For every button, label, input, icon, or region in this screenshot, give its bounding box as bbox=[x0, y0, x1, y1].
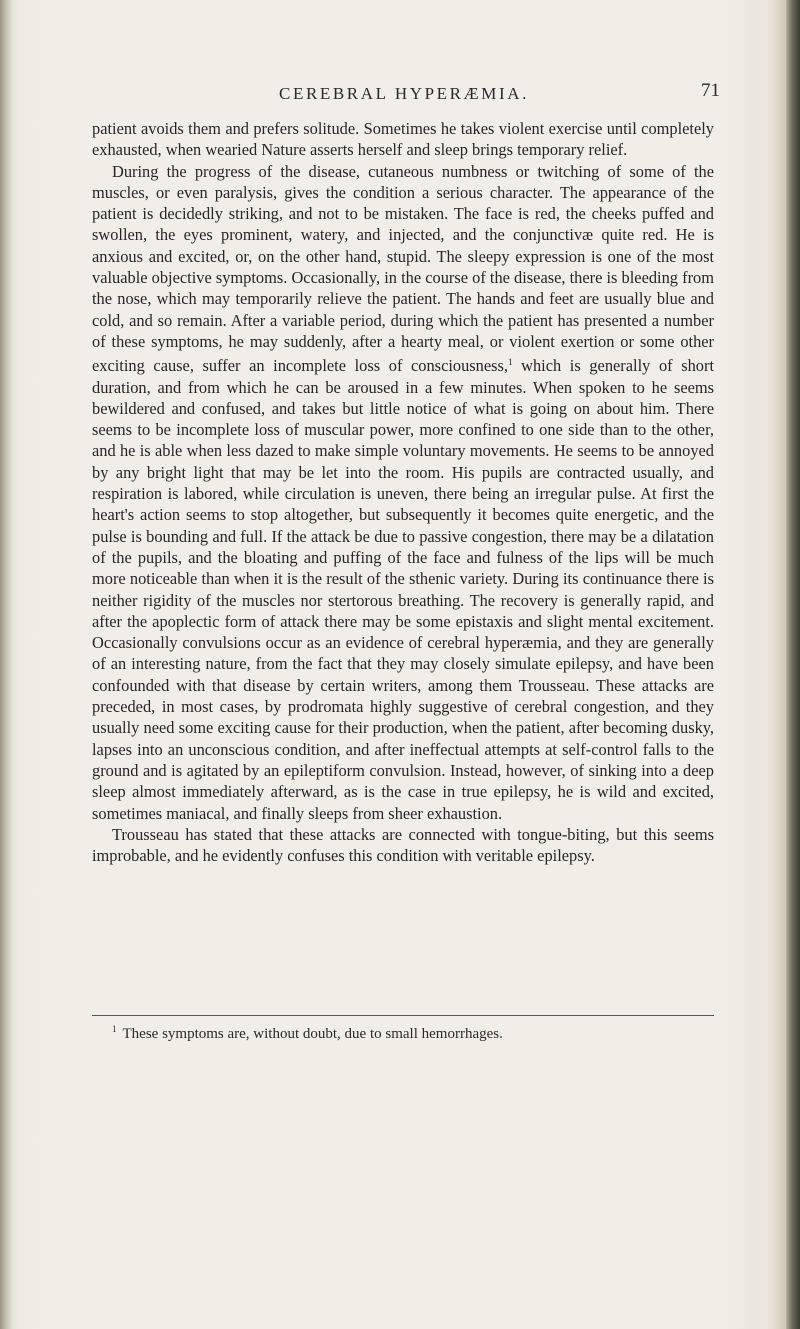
running-head bbox=[88, 80, 720, 110]
footnote-reference: 1 bbox=[508, 357, 513, 368]
footnote bbox=[112, 1020, 712, 1044]
page-binding-left bbox=[0, 0, 12, 1329]
page-binding-right bbox=[786, 0, 800, 1329]
footnote-rule bbox=[92, 1015, 714, 1016]
footnote-text: These symptoms are, without doubt, due to small hemorrhages. bbox=[122, 1026, 503, 1042]
paragraph-2 bbox=[92, 161, 714, 824]
paragraph-3: Trousseau has stated that these attacks are connected with tongue-biting, but this seems improbable, and he evidently confuses this condition with veritable epilepsy. bbox=[92, 824, 714, 866]
paragraph-1: patient avoids them and prefers solitude. Sometimes he takes violent exercise until completely exhausted, when wearied Nature asserts herself and sleep brings temporary relief. bbox=[92, 119, 714, 160]
running-title: CEREBRAL HYPERÆMIA. bbox=[279, 84, 529, 103]
paragraph-2-part-2: which is generally of short duration, and from which he can be aroused in a few minutes. When spoken to he seems bewildered and confused, and takes but little notice of what is going on about him. There seems to be incomplete loss of muscular power, more confined to one side than to the other, and he is able when less dazed to make simple voluntary movements. He seems to be annoyed by any bright light that may be let into the room. His pupils are contracted usually, and respiration is labored, while circulation is uneven, there being an irregular pulse. At first the heart's action seems to stop altogether, but subsequently it becomes quite energetic, and the pulse is bounding and full. If the attack be due to passive congestion, there may be a dilatation of the pupils, and the bloating and puffing of the face and fulness of the lips will be much more noticeable than when it is the result of the sthenic variety. During its continuance there is neither rigidity of the muscles nor stertorous breathing. The recovery is generally rapid, and after the apoplectic form of attack there may be some epistaxis and slight mental excitement. Occasionally convulsions occur as an evidence of cerebral hyperæmia, and they are generally of an interesting nature, from the fact that they may closely simulate epilepsy, and have been confounded with that disease by certain writers, among them Trousseau. These attacks are preceded, in most cases, by prodromata highly suggestive of cerebral congestion, and they usually need some exciting cause for their production, when the patient, after becoming dusky, lapses into an unconscious condition, and after ineffectual attempts at self-control falls to the ground and is agitated by an epileptiform convulsion. Instead, however, of sinking into a deep sleep almost immediately afterward, as is the case in true epilepsy, he is wild and excited, sometimes maniacal, and finally sleeps from sheer exhaustion. bbox=[92, 356, 715, 823]
footnote-marker: 1 bbox=[112, 1024, 117, 1034]
paragraph-2-part-1: During the progress of the disease, cutaneous numbness or twitching of some of the muscles, or even paralysis, gives the condition a serious character. The appearance of the patient is decidedly striking, and not to be mistaken. The face is red, the cheeks puffed and swollen, the eyes prominent, watery, and injected, and the conjunctivæ quite red. He is anxious and excited, or, on the other hand, stupid. The sleepy expression is one of the most valuable objective symptoms. Occasionally, in the course of the disease, there is bleeding from the nose, which may temporarily relieve the patient. The hands and feet are usually blue and cold, and so remain. After a variable period, during which the patient has presented a number of these symptoms, he may suddenly, after a hearty meal, or violent exertion or some other exciting cause, suffer an incomplete loss of consciousness, bbox=[92, 161, 714, 376]
page-number: 71 bbox=[701, 80, 720, 101]
body-text bbox=[92, 118, 714, 866]
